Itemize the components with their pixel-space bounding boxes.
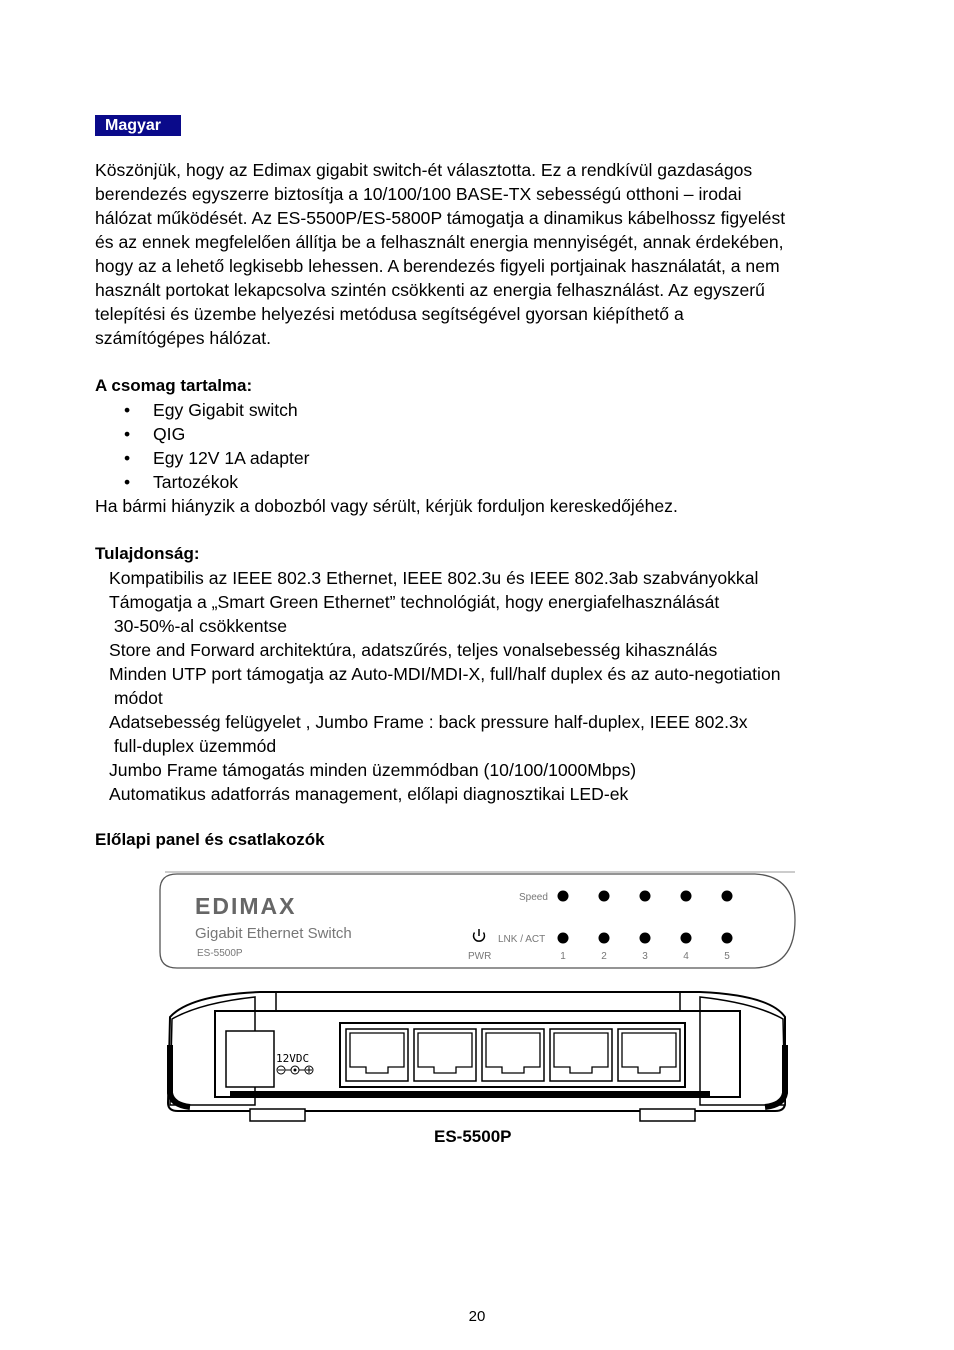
port-number-4: 4	[683, 951, 689, 962]
lnk-led-2	[599, 933, 610, 944]
figure-caption: ES-5500P	[434, 1127, 512, 1146]
list-item-text: Tartozékok	[153, 472, 239, 492]
left-foot	[250, 1109, 305, 1121]
model-label: ES-5500P	[197, 948, 243, 959]
speed-led-4	[681, 891, 692, 902]
speed-led-2	[599, 891, 610, 902]
intro-line: telepítési és üzembe helyezési metódusa segítségével gyorsan kiépíthető a	[95, 304, 684, 324]
rj45-port-3	[482, 1029, 544, 1081]
package-list	[95, 398, 310, 494]
bullet-icon: •	[124, 424, 131, 444]
list-item-text: QIG	[153, 424, 186, 444]
pwr-label: PWR	[468, 951, 492, 962]
feature-line: Automatikus adatforrás management, előlapi diagnosztikai LED-ek	[109, 784, 629, 804]
list-item	[95, 446, 310, 470]
port-number-5: 5	[724, 951, 730, 962]
bottom-vent	[230, 1091, 710, 1097]
feature-line: Kompatibilis az IEEE 802.3 Ethernet, IEEE 802.3u és IEEE 802.3ab szabványokkal	[109, 568, 759, 588]
intro-line: Köszönjük, hogy az Edimax gigabit switch-ét választotta. Ez a rendkívül gazdaságos	[95, 160, 753, 180]
feature-line: Jumbo Frame támogatás minden üzemmódban (10/100/1000Mbps)	[109, 760, 637, 780]
lnk-act-label: LNK / ACT	[498, 934, 546, 945]
intro-line: berendezés egyszerre biztosítja a 10/100/100 BASE-TX sebességú otthoni – irodai	[95, 184, 742, 204]
bullet-icon: •	[124, 472, 131, 492]
rear-panel-illustration	[160, 985, 795, 1125]
list-item-text: Egy Gigabit switch	[153, 400, 298, 420]
right-foot	[640, 1109, 695, 1121]
list-item	[95, 470, 310, 494]
intro-line: hálózat működését. Az ES-5500P/ES-5800P támogatja a dinamikus kábelhossz figyelést	[95, 208, 786, 228]
feature-line: Támogatja a „Smart Green Ethernet” technológiát, hogy energiafelhasználását	[109, 592, 720, 612]
feature-line: módot	[109, 688, 163, 708]
rj45-port-2	[414, 1029, 476, 1081]
list-item	[95, 422, 310, 446]
front-panel-illustration	[155, 868, 800, 973]
rj45-port-4	[550, 1029, 612, 1081]
intro-line: és az ennek megfelelően állítja be a felhasznált energia mennyiségét, annak érdekében,	[95, 232, 784, 252]
list-item	[95, 398, 310, 422]
lnk-led-1	[558, 933, 569, 944]
feature-line: full-duplex üzemmód	[109, 736, 277, 756]
package-heading: A csomag tartalma:	[95, 376, 253, 395]
package-note: Ha bármi hiányzik a dobozból vagy sérült, kérjük forduljon kereskedőjéhez.	[95, 496, 678, 516]
feature-line: Store and Forward architektúra, adatszűrés, teljes vonalsebesség kihasználás	[109, 640, 718, 660]
power-connector	[226, 1031, 274, 1087]
port-number-3: 3	[642, 951, 648, 962]
language-tag: Magyar	[95, 115, 181, 136]
page-number: 20	[468, 1308, 486, 1325]
bullet-icon: •	[124, 400, 131, 420]
product-line-label: Gigabit Ethernet Switch	[195, 925, 352, 942]
bullet-icon: •	[124, 448, 131, 468]
feature-line: Adatsebesség felügyelet , Jumbo Frame : back pressure half-duplex, IEEE 802.3x	[109, 712, 748, 732]
power-jack-label: 12VDC	[276, 1052, 310, 1065]
features-heading: Tulajdonság:	[95, 544, 200, 563]
rj45-port-5	[618, 1029, 680, 1081]
intro-line: használt portokat lekapcsolva szintén csökkenti az energia felhasználást. Az egyszerű	[95, 280, 765, 300]
intro-line: hogy az a lehető legkisebb lehessen. A berendezés figyeli portjainak használatát, a nem	[95, 256, 780, 276]
right-housing	[700, 997, 785, 1105]
lnk-led-5	[722, 933, 733, 944]
intro-paragraph	[95, 158, 885, 350]
lnk-led-3	[640, 933, 651, 944]
port-number-2: 2	[601, 951, 607, 962]
speed-label: Speed	[519, 892, 548, 903]
feature-line: 30-50%-al csökkentse	[109, 616, 287, 636]
features-list	[109, 566, 781, 806]
lnk-led-4	[681, 933, 692, 944]
speed-led-3	[640, 891, 651, 902]
list-item-text: Egy 12V 1A adapter	[153, 448, 310, 468]
intro-line: számítógépes hálózat.	[95, 328, 272, 348]
feature-line: Minden UTP port támogatja az Auto-MDI/MDI-X, full/half duplex és az auto-negotiation	[109, 664, 781, 684]
edimax-logo: EDIMAX	[195, 893, 297, 919]
panel-heading: Előlapi panel és csatlakozók	[95, 830, 325, 849]
speed-led-5	[722, 891, 733, 902]
port-number-1: 1	[560, 951, 566, 962]
rj45-port-1	[346, 1029, 408, 1081]
speed-led-1	[558, 891, 569, 902]
